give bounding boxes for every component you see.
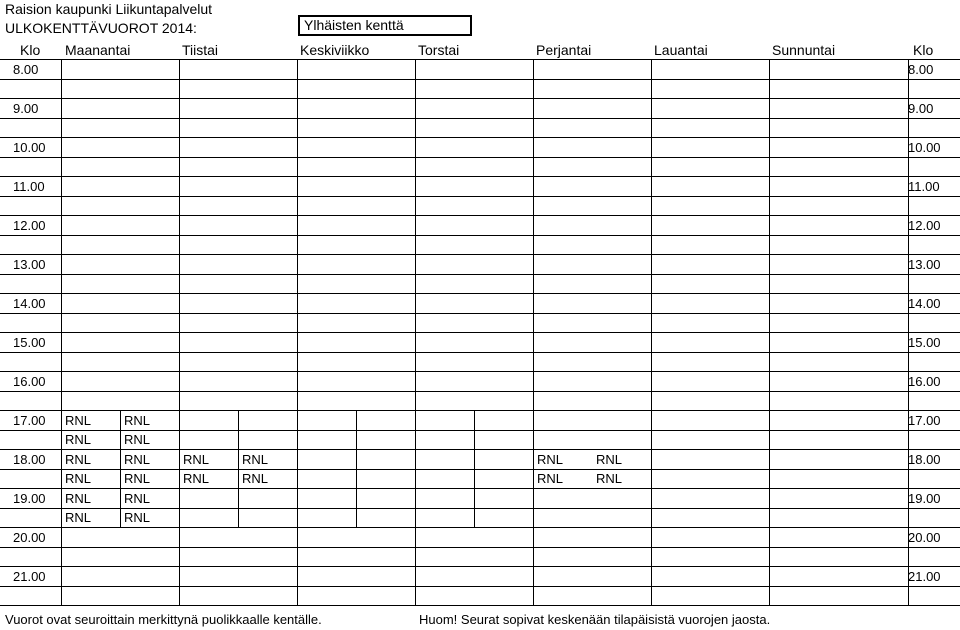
time-label-right: 21.00 bbox=[908, 568, 941, 584]
col-header-friday: Perjantai bbox=[536, 42, 592, 58]
time-label-right: 8.00 bbox=[908, 61, 934, 77]
booking-cell[interactable]: RNL bbox=[65, 451, 92, 467]
footer-note-right: Huom! Seurat sopivat keskenään tilapäisistä vuorojen jaosta. bbox=[419, 612, 771, 627]
time-label-left: 13.00 bbox=[13, 256, 46, 272]
time-label-left: 19.00 bbox=[13, 490, 46, 506]
col-header-saturday: Lauantai bbox=[654, 42, 708, 58]
booking-cell[interactable]: RNL bbox=[65, 471, 92, 486]
time-label-left: 15.00 bbox=[13, 334, 46, 350]
booking-cell[interactable]: RNL bbox=[124, 432, 151, 447]
time-label-left: 21.00 bbox=[13, 568, 46, 584]
time-label-right: 15.00 bbox=[908, 334, 941, 350]
booking-cell[interactable]: RNL bbox=[183, 451, 210, 467]
booking-cell[interactable]: RNL bbox=[242, 451, 269, 467]
time-label-left: 11.00 bbox=[13, 178, 45, 194]
booking-cell[interactable]: RNL bbox=[596, 451, 623, 467]
time-label-right: 20.00 bbox=[908, 529, 941, 545]
schedule-title: ULKOKENTTÄVUOROT 2014: bbox=[5, 20, 197, 36]
booking-cell[interactable]: RNL bbox=[124, 471, 151, 486]
footer-note-left: Vuorot ovat seuroittain merkittynä puolikkaalle kentälle. bbox=[5, 612, 322, 627]
time-label-right: 18.00 bbox=[908, 451, 941, 467]
time-label-left: 9.00 bbox=[13, 100, 39, 116]
time-label-right: 13.00 bbox=[908, 256, 941, 272]
booking-cell[interactable]: RNL bbox=[124, 412, 151, 428]
col-header-klo-left: Klo bbox=[20, 42, 41, 58]
booking-cell[interactable]: RNL bbox=[65, 432, 92, 447]
time-label-right: 11.00 bbox=[908, 178, 940, 194]
time-label-right: 14.00 bbox=[908, 295, 941, 311]
booking-cell[interactable]: RNL bbox=[65, 412, 92, 428]
booking-cell[interactable]: RNL bbox=[124, 490, 151, 506]
booking-cell[interactable]: RNL bbox=[124, 510, 151, 525]
booking-cell[interactable]: RNL bbox=[65, 510, 92, 525]
time-label-right: 10.00 bbox=[908, 139, 941, 155]
booking-cell[interactable]: RNL bbox=[242, 471, 269, 486]
time-label-right: 16.00 bbox=[908, 373, 941, 389]
time-label-left: 12.00 bbox=[13, 217, 46, 233]
booking-cell[interactable]: RNL bbox=[124, 451, 151, 467]
time-label-left: 16.00 bbox=[13, 373, 46, 389]
booking-cell[interactable]: RNL bbox=[596, 471, 623, 486]
booking-cell[interactable]: RNL bbox=[65, 490, 92, 506]
time-label-right: 17.00 bbox=[908, 412, 941, 428]
col-header-wednesday: Keskiviikko bbox=[300, 42, 370, 58]
time-label-left: 18.00 bbox=[13, 451, 46, 467]
time-label-right: 19.00 bbox=[908, 490, 941, 506]
col-header-klo-right: Klo bbox=[913, 42, 934, 58]
col-header-sunday: Sunnuntai bbox=[772, 42, 836, 58]
booking-cell[interactable]: RNL bbox=[537, 451, 564, 467]
time-label-left: 17.00 bbox=[13, 412, 46, 428]
col-header-tuesday: Tiistai bbox=[182, 42, 219, 58]
booking-cell[interactable]: RNL bbox=[183, 471, 210, 486]
time-label-left: 14.00 bbox=[13, 295, 46, 311]
time-label-left: 8.00 bbox=[13, 61, 39, 77]
time-label-left: 10.00 bbox=[13, 139, 46, 155]
time-label-right: 9.00 bbox=[908, 100, 934, 116]
col-header-monday: Maanantai bbox=[65, 42, 131, 58]
time-label-right: 12.00 bbox=[908, 217, 941, 233]
time-label-left: 20.00 bbox=[13, 529, 46, 545]
field-name-box[interactable]: Ylhäisten kenttä bbox=[298, 15, 472, 36]
booking-cell[interactable]: RNL bbox=[537, 471, 564, 486]
col-header-thursday: Torstai bbox=[418, 42, 460, 58]
organization-name: Raision kaupunki Liikuntapalvelut bbox=[5, 1, 213, 17]
